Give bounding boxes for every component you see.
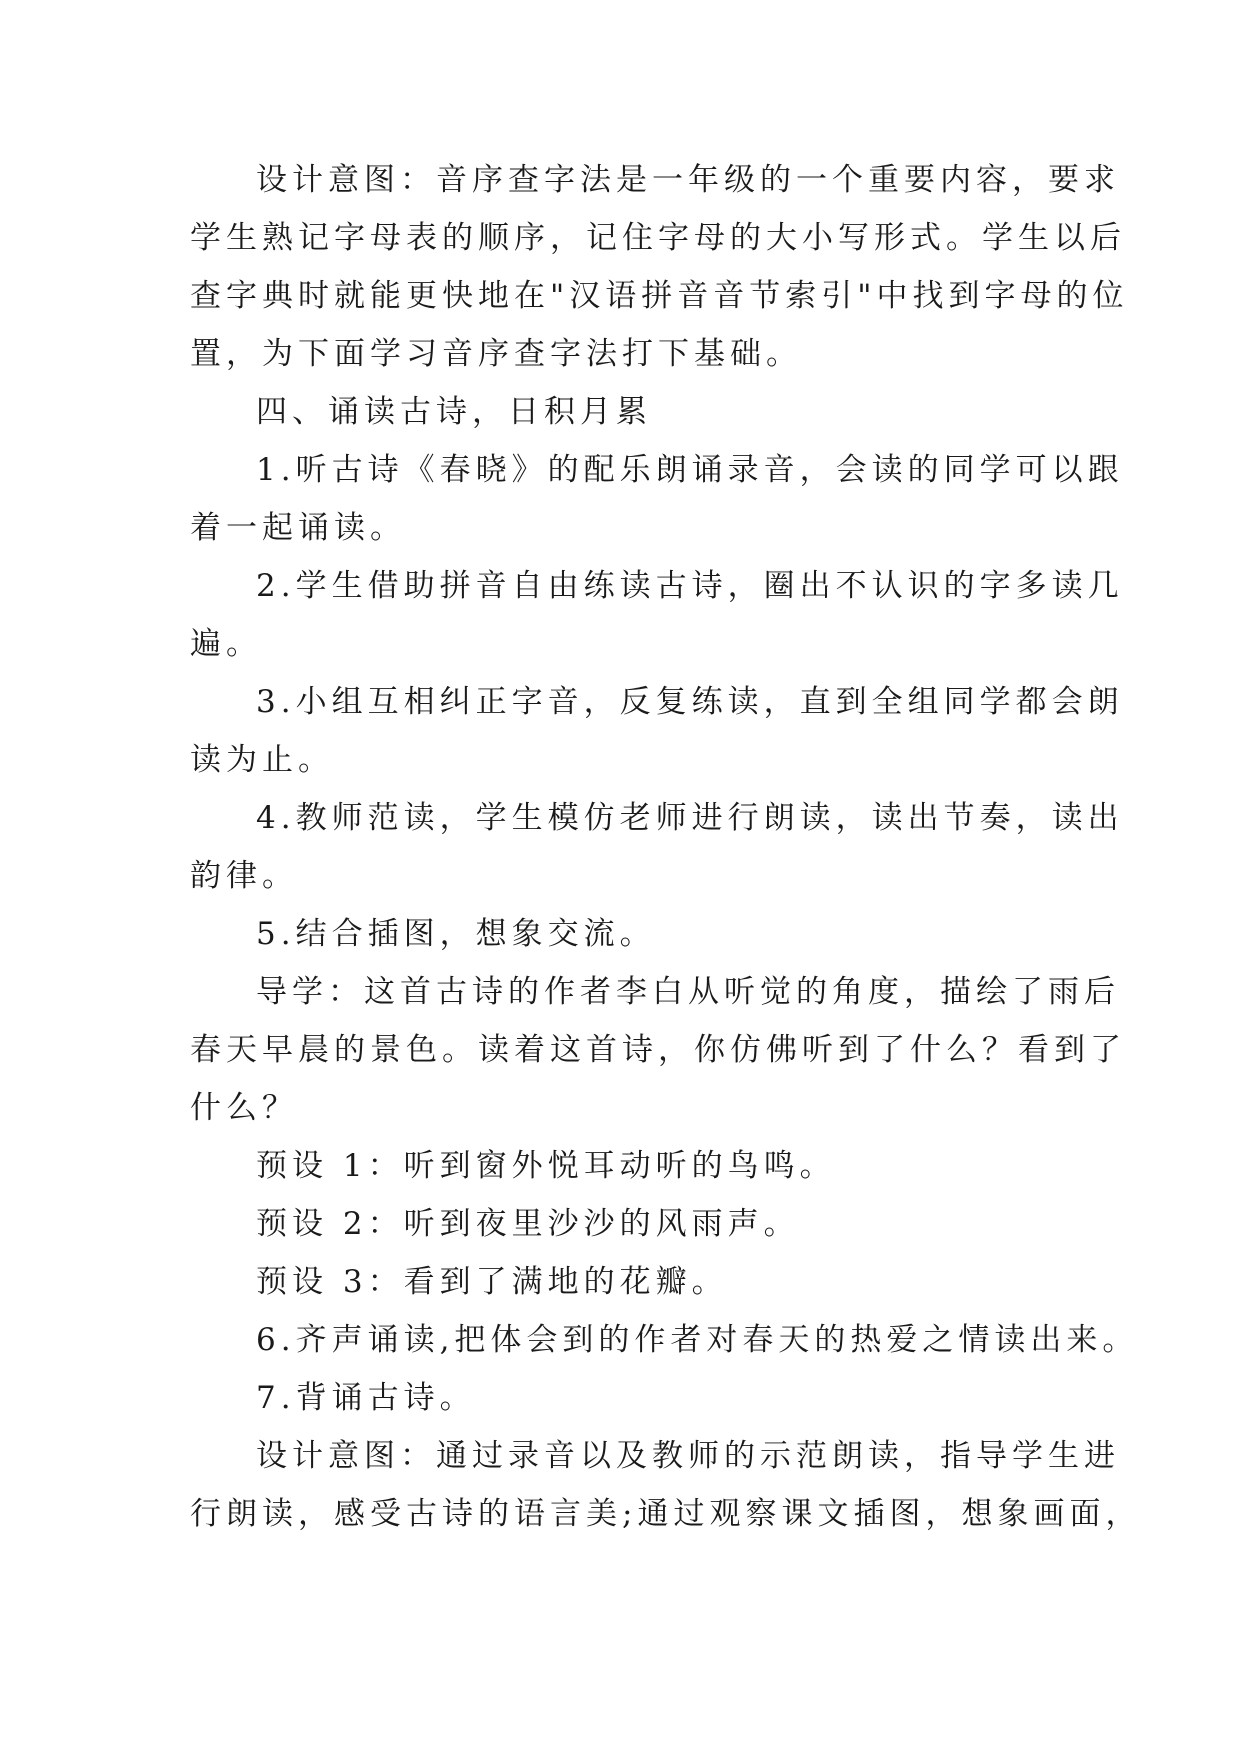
paragraph-line: 预设 2：听到夜里沙沙的风雨声。: [256, 1206, 800, 1242]
paragraph-line: 4.教师范读，学生模仿老师进行朗读，读出节奏，读出: [256, 800, 1124, 836]
paragraph-line: 2.学生借助拼音自由练读古诗，圈出不认识的字多读几: [256, 568, 1124, 604]
paragraph-line: 春天早晨的景色。读着这首诗，你仿佛听到了什么？看到了: [190, 1032, 1126, 1068]
paragraph-line: 设计意图：通过录音以及教师的示范朗读，指导学生进: [256, 1438, 1120, 1474]
paragraph-line: 5.结合插图，想象交流。: [256, 916, 656, 952]
paragraph-line: 7.背诵古诗。: [256, 1380, 476, 1416]
paragraph-line: 导学：这首古诗的作者李白从听觉的角度，描绘了雨后: [256, 974, 1120, 1010]
paragraph-line: 遍。: [190, 626, 262, 662]
paragraph-line: 3.小组互相纠正字音，反复练读，直到全组同学都会朗: [256, 684, 1124, 720]
paragraph-line: 预设 3：看到了满地的花瓣。: [256, 1264, 728, 1300]
paragraph-line: 读为止。: [190, 742, 334, 778]
paragraph-line: 学生熟记字母表的顺序，记住字母的大小写形式。学生以后: [190, 220, 1126, 256]
paragraph-line: 预设 1：听到窗外悦耳动听的鸟鸣。: [256, 1148, 836, 1184]
paragraph-line: 设计意图：音序查字法是一年级的一个重要内容，要求: [256, 162, 1120, 198]
paragraph-line: 查字典时就能更快地在"汉语拼音音节索引"中找到字母的位: [190, 278, 1129, 314]
paragraph-line: 着一起诵读。: [190, 510, 406, 546]
paragraph-line: 韵律。: [190, 858, 298, 894]
section-heading: 四、诵读古诗，日积月累: [256, 394, 652, 430]
paragraph-line: 1.听古诗《春晓》的配乐朗诵录音，会读的同学可以跟: [256, 452, 1124, 488]
paragraph-line: 6.齐声诵读,把体会到的作者对春天的热爱之情读出来。: [256, 1322, 1139, 1358]
paragraph-line: 什么？: [190, 1090, 298, 1126]
paragraph-line: 行朗读，感受古诗的语言美;通过观察课文插图，想象画面，: [190, 1496, 1142, 1532]
paragraph-line: 置，为下面学习音序查字法打下基础。: [190, 336, 802, 372]
